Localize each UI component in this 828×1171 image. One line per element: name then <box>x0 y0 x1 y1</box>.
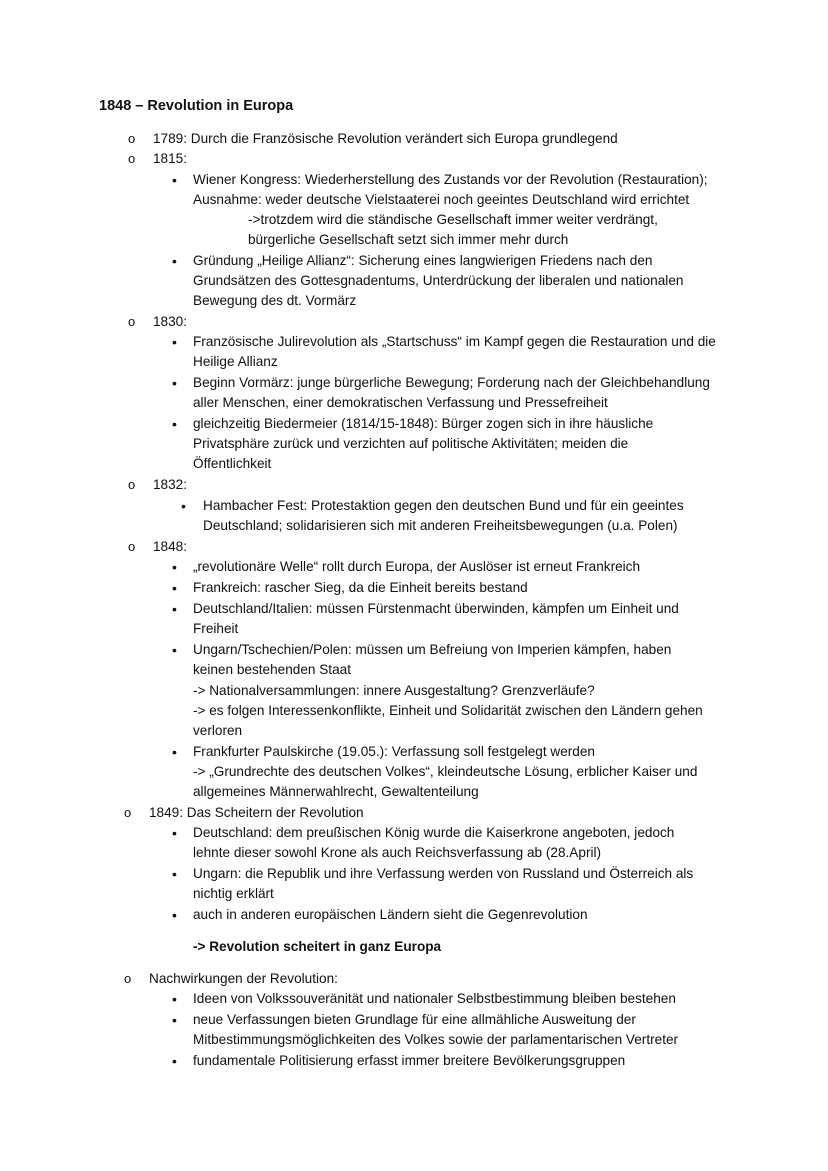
bullet-marker: • <box>181 498 186 514</box>
item-1848: 1848: <box>153 539 188 554</box>
bullet-marker: • <box>172 253 177 269</box>
text-line: allgemeines Männerwahlrecht, Gewaltenteilung <box>193 784 479 799</box>
item-1830: 1830: <box>153 314 188 329</box>
item-1815: 1815: <box>153 151 188 166</box>
text-line: Öffentlichkeit <box>193 456 272 471</box>
text-line: Französische Julirevolution als „Startschuss“ im Kampf gegen die Restauration und die <box>193 334 716 349</box>
item-1832: 1832: <box>153 477 188 492</box>
circle-marker: o <box>128 539 136 554</box>
text-line: Ausnahme: weder deutsche Vielstaaterei noch geeintes Deutschland wird errichtet <box>193 192 690 207</box>
circle-marker: o <box>124 805 132 820</box>
item-1789: 1789: Durch die Französische Revolution verändert sich Europa grundlegend <box>153 131 618 146</box>
text-line: „revolutionäre Welle“ rollt durch Europa, der Auslöser ist erneut Frankreich <box>193 559 641 574</box>
text-line: verloren <box>193 723 243 738</box>
circle-marker: o <box>128 151 136 166</box>
text-line: keinen bestehenden Staat <box>193 662 351 677</box>
text-line: Deutschland: dem preußischen König wurde die Kaiserkrone angeboten, jedoch <box>193 825 675 840</box>
text-line: Bewegung des dt. Vormärz <box>193 293 357 308</box>
text-line: Frankfurter Paulskirche (19.05.): Verfassung soll festgelegt werden <box>193 744 595 759</box>
page-title: 1848 – Revolution in Europa <box>99 98 294 114</box>
text-line: lehnte dieser sowohl Krone als auch Reichsverfassung ab (28.April) <box>193 845 602 860</box>
text-line: auch in anderen europäischen Ländern sieht die Gegenrevolution <box>193 907 588 922</box>
text-line: Hambacher Fest: Protestaktion gegen den deutschen Bund und für ein geeintes <box>203 498 684 513</box>
conclusion-text: -> Revolution scheitert in ganz Europa <box>193 939 442 954</box>
text-line: Ungarn/Tschechien/Polen: müssen um Befreiung von Imperien kämpfen, haben <box>193 642 672 657</box>
bullet-marker: • <box>172 559 177 575</box>
text-line: Freiheit <box>193 621 239 636</box>
text-line: Gründung „Heilige Allianz“: Sicherung eines langwierigen Friedens nach den <box>193 253 653 268</box>
circle-marker: o <box>128 477 136 492</box>
text-line: Wiener Kongress: Wiederherstellung des Zustands vor der Revolution (Restauration); <box>193 172 708 187</box>
text-line: fundamentale Politisierung erfasst immer breitere Bevölkerungsgruppen <box>193 1053 626 1068</box>
text-line: Beginn Vormärz: junge bürgerliche Bewegung; Forderung nach der Gleichbehandlung <box>193 375 710 390</box>
bullet-marker: • <box>172 825 177 841</box>
text-line: Deutschland; solidarisieren sich mit anderen Freiheitsbewegungen (u.a. Polen) <box>203 518 678 533</box>
circle-marker: o <box>128 314 136 329</box>
text-line: nichtig erklärt <box>193 886 274 901</box>
text-line: gleichzeitig Biedermeier (1814/15-1848): Bürger zogen sich in ihre häusliche <box>193 416 654 431</box>
bullet-marker: • <box>172 375 177 391</box>
text-line: -> Nationalversammlungen: innere Ausgestaltung? Grenzverläufe? <box>193 683 595 698</box>
bullet-marker: • <box>172 416 177 432</box>
text-line: Heilige Allianz <box>193 354 278 369</box>
text-line: aller Menschen, einer demokratischen Verfassung und Pressefreiheit <box>193 395 608 410</box>
bullet-marker: • <box>172 991 177 1007</box>
bullet-marker: • <box>172 744 177 760</box>
bullet-marker: • <box>172 642 177 658</box>
text-line: -> es folgen Interessenkonflikte, Einheit und Solidarität zwischen den Ländern gehen <box>193 703 703 718</box>
bullet-marker: • <box>172 1053 177 1069</box>
item-1849: 1849: Das Scheitern der Revolution <box>149 805 364 820</box>
text-line: Ideen von Volkssouveränität und nationaler Selbstbestimmung bleiben bestehen <box>193 991 676 1006</box>
text-line: bürgerliche Gesellschaft setzt sich immer mehr durch <box>248 232 569 247</box>
text-line: Ungarn: die Republik und ihre Verfassung werden von Russland und Österreich als <box>193 866 694 881</box>
text-line: Mitbestimmungsmöglichkeiten des Volkes sowie der parlamentarischen Vertreter <box>193 1032 679 1047</box>
text-line: Deutschland/Italien: müssen Fürstenmacht überwinden, kämpfen um Einheit und <box>193 601 679 616</box>
text-line: ->trotzdem wird die ständische Gesellschaft immer weiter verdrängt, <box>248 212 658 227</box>
bullet-marker: • <box>172 601 177 617</box>
bullet-marker: • <box>172 1012 177 1028</box>
circle-marker: o <box>124 971 132 986</box>
bullet-marker: • <box>172 580 177 596</box>
text-line: neue Verfassungen bieten Grundlage für eine allmähliche Ausweitung der <box>193 1012 636 1027</box>
circle-marker: o <box>128 131 136 146</box>
text-line: Grundsätzen des Gottesgnadentums, Unterdrückung der liberalen und nationalen <box>193 273 684 288</box>
bullet-marker: • <box>172 907 177 923</box>
text-line: Privatsphäre zurück und verzichten auf politische Aktivitäten; meiden die <box>193 436 629 451</box>
bullet-marker: • <box>172 334 177 350</box>
text-line: -> „Grundrechte des deutschen Volkes“, kleindeutsche Lösung, erblicher Kaiser und <box>193 764 698 779</box>
bullet-marker: • <box>172 172 177 188</box>
bullet-marker: • <box>172 866 177 882</box>
text-line: Frankreich: rascher Sieg, da die Einheit bereits bestand <box>193 580 528 595</box>
item-nachwirkungen: Nachwirkungen der Revolution: <box>149 971 338 986</box>
